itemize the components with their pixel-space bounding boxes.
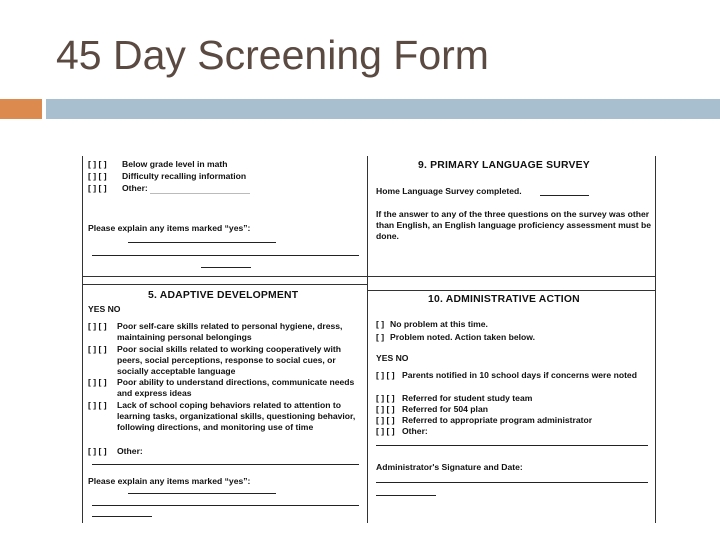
slide-title: 45 Day Screening Form xyxy=(56,32,489,78)
signature-line-1[interactable] xyxy=(376,482,648,483)
item-text: Lack of school coping behaviors related to attention to learning tasks, organizational skills, questioning behavior, following directions, and monitoring use of time xyxy=(117,400,356,432)
item-text: Difficulty recalling information xyxy=(122,171,247,181)
form-right-row-divider xyxy=(367,276,656,277)
checkbox-pair[interactable]: [ ] [ ] xyxy=(376,426,395,436)
form-left-row-divider-2 xyxy=(82,284,367,285)
checkbox[interactable]: [ ] xyxy=(376,332,385,342)
section5-other-line[interactable] xyxy=(92,464,359,465)
section5-item-social[interactable] xyxy=(88,344,360,377)
section9-home-survey: Home Language Survey completed. xyxy=(376,186,522,196)
option-text: No problem at this time. xyxy=(390,319,488,329)
section10-option-no-problem[interactable] xyxy=(376,319,646,330)
form-right-border xyxy=(655,156,656,523)
checkbox-pair[interactable]: [ ] [ ] xyxy=(376,370,395,380)
explain-answer-line-3[interactable] xyxy=(201,267,251,268)
section10-action-other[interactable] xyxy=(376,426,652,437)
checkbox-pair[interactable]: [ ] [ ] xyxy=(376,404,395,414)
form-left-row-divider xyxy=(82,276,367,277)
checkbox-pair[interactable]: [ ] [ ] xyxy=(88,344,107,354)
screening-form xyxy=(82,156,656,523)
section5-item-self-care[interactable] xyxy=(88,321,360,343)
section5-item-other[interactable] xyxy=(88,446,360,457)
section9-title: 9. PRIMARY LANGUAGE SURVEY xyxy=(418,160,590,171)
checkbox-pair[interactable]: [ ] [ ] xyxy=(376,415,395,425)
section5-item-coping[interactable] xyxy=(88,400,360,444)
action-text: Other: xyxy=(402,426,428,436)
checkbox-pair[interactable]: [ ] [ ] xyxy=(88,159,107,169)
action-text: Referred for student study team xyxy=(402,393,533,403)
item-text: Poor social skills related to working cooperatively with peers, social perceptions, response to social cues, or socially acceptable language xyxy=(117,344,341,376)
item-text: Below grade level in math xyxy=(122,159,228,169)
section5-explain-line-2[interactable] xyxy=(92,505,359,506)
form-left-border xyxy=(82,156,83,523)
section10-action-504[interactable] xyxy=(376,404,652,415)
left-top-explain-label: Please explain any items marked “yes”: xyxy=(88,223,251,233)
item-text: Other: xyxy=(117,446,143,456)
action-text: Referred to appropriate program administrator xyxy=(402,415,593,425)
section5-yes-no: YES NO xyxy=(88,304,121,314)
checkbox-pair[interactable]: [ ] [ ] xyxy=(88,377,107,387)
explain-answer-line-1[interactable] xyxy=(128,242,276,243)
other-line[interactable] xyxy=(150,193,250,194)
section10-other-line[interactable] xyxy=(376,445,648,446)
section10-action-study-team[interactable] xyxy=(376,393,652,404)
checkbox[interactable]: [ ] xyxy=(376,319,385,329)
accent-bar-orange xyxy=(0,99,42,119)
section9-note: If the answer to any of the three questions on the survey was other than English, an English language proficiency assessment must be done. xyxy=(376,209,652,241)
item-text: Other: xyxy=(122,183,148,193)
form-right-row-divider-2 xyxy=(367,290,656,291)
form-center-divider xyxy=(367,156,368,523)
section5-explain-line-1[interactable] xyxy=(128,493,276,494)
explain-answer-line-2[interactable] xyxy=(92,255,359,256)
action-text: Referred for 504 plan xyxy=(402,404,488,414)
action-text: Parents notified in 10 school days if concerns were noted xyxy=(402,370,637,380)
checkbox-pair[interactable]: [ ] [ ] xyxy=(88,183,107,193)
item-text: Poor ability to understand directions, communicate needs and express ideas xyxy=(117,377,355,398)
left-top-item-math[interactable] xyxy=(88,159,358,170)
option-text: Problem noted. Action taken below. xyxy=(390,332,535,342)
section5-explain-line-3[interactable] xyxy=(92,516,152,517)
section10-signature-label: Administrator's Signature and Date: xyxy=(376,462,523,472)
section10-action-administrator[interactable] xyxy=(376,415,652,426)
checkbox-pair[interactable]: [ ] [ ] xyxy=(88,400,107,410)
section10-action-parents[interactable] xyxy=(376,370,652,392)
section5-explain-label: Please explain any items marked “yes”: xyxy=(88,476,251,486)
section10-yes-no: YES NO xyxy=(376,353,409,363)
section10-title: 10. ADMINISTRATIVE ACTION xyxy=(428,294,580,305)
checkbox-pair[interactable]: [ ] [ ] xyxy=(88,446,107,456)
signature-line-2[interactable] xyxy=(376,495,436,496)
item-text: Poor self-care skills related to personal hygiene, dress, maintaining personal belongings xyxy=(117,321,343,342)
checkbox-pair[interactable]: [ ] [ ] xyxy=(88,171,107,181)
checkbox-pair[interactable]: [ ] [ ] xyxy=(376,393,395,403)
section5-item-directions[interactable] xyxy=(88,377,360,399)
checkbox-pair[interactable]: [ ] [ ] xyxy=(88,321,107,331)
accent-bar-blue xyxy=(46,99,720,119)
section10-option-problem-noted[interactable] xyxy=(376,332,646,343)
left-top-item-recall[interactable] xyxy=(88,171,358,182)
section5-title: 5. ADAPTIVE DEVELOPMENT xyxy=(148,290,299,301)
home-survey-date-line[interactable] xyxy=(540,195,589,196)
